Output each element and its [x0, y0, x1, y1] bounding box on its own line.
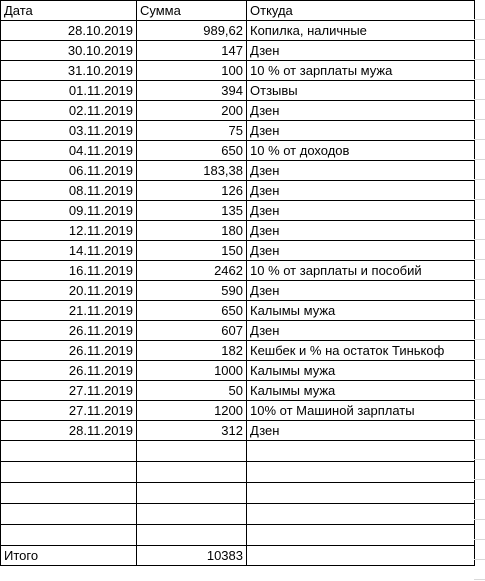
source-cell[interactable]: Калымы мужа — [247, 361, 475, 381]
date-cell[interactable]: 27.11.2019 — [1, 401, 137, 421]
gridline — [474, 379, 485, 380]
table-row — [1, 121, 475, 141]
date-cell[interactable]: 20.11.2019 — [1, 281, 137, 301]
amount-cell[interactable]: 126 — [137, 181, 247, 201]
gridline — [474, 499, 485, 500]
gridline — [474, 159, 485, 160]
gridline — [474, 119, 485, 120]
gridline — [474, 399, 485, 400]
total-label-cell[interactable]: Итого — [1, 546, 137, 566]
source-cell[interactable]: Калымы мужа — [247, 381, 475, 401]
table-row — [1, 161, 475, 181]
gridline — [474, 419, 485, 420]
table-row — [1, 181, 475, 201]
amount-cell[interactable]: 200 — [137, 101, 247, 121]
table-row — [1, 241, 475, 261]
gridline — [474, 79, 485, 80]
amount-cell[interactable]: 312 — [137, 421, 247, 441]
source-cell[interactable]: Дзен — [247, 101, 475, 121]
date-cell[interactable]: 27.11.2019 — [1, 381, 137, 401]
gridline — [474, 239, 485, 240]
amount-cell[interactable]: 650 — [137, 301, 247, 321]
grid-edge — [474, 0, 485, 581]
table-row — [1, 41, 475, 61]
source-cell[interactable]: Кешбек и % на остаток Тинькоф — [247, 341, 475, 361]
source-cell[interactable]: Отзывы — [247, 81, 475, 101]
source-cell[interactable]: Дзен — [247, 201, 475, 221]
gridline — [474, 279, 485, 280]
empty-row — [1, 441, 475, 462]
empty-row — [1, 483, 475, 504]
empty-row — [1, 525, 475, 546]
source-cell[interactable]: Дзен — [247, 161, 475, 181]
gridline — [474, 319, 485, 320]
amount-cell[interactable]: 135 — [137, 201, 247, 221]
gridline — [474, 299, 485, 300]
date-cell[interactable]: 06.11.2019 — [1, 161, 137, 181]
table-row — [1, 421, 475, 441]
empty-row — [1, 504, 475, 525]
amount-cell[interactable]: 180 — [137, 221, 247, 241]
date-cell[interactable]: 26.11.2019 — [1, 361, 137, 381]
amount-cell[interactable]: 150 — [137, 241, 247, 261]
source-cell[interactable]: Дзен — [247, 41, 475, 61]
source-cell[interactable]: Калымы мужа — [247, 301, 475, 321]
table-row — [1, 101, 475, 121]
header-row — [1, 1, 475, 21]
gridline — [474, 539, 485, 540]
gridline — [474, 579, 485, 580]
date-cell[interactable]: 14.11.2019 — [1, 241, 137, 261]
gridline — [474, 199, 485, 200]
amount-cell[interactable]: 1200 — [137, 401, 247, 421]
empty-cell[interactable] — [1, 504, 137, 525]
date-cell[interactable]: 09.11.2019 — [1, 201, 137, 221]
amount-cell[interactable]: 989,62 — [137, 21, 247, 41]
source-cell[interactable]: 10 % от доходов — [247, 141, 475, 161]
amount-cell[interactable]: 50 — [137, 381, 247, 401]
table-row — [1, 141, 475, 161]
table-row — [1, 321, 475, 341]
total-row — [1, 546, 475, 566]
date-cell[interactable]: 16.11.2019 — [1, 261, 137, 281]
empty-cell[interactable] — [1, 441, 137, 462]
gridline — [474, 559, 485, 560]
table-row — [1, 281, 475, 301]
total-amount-cell[interactable]: 10383 — [137, 546, 247, 566]
amount-cell[interactable]: 650 — [137, 141, 247, 161]
date-cell[interactable]: 28.11.2019 — [1, 421, 137, 441]
table-row — [1, 201, 475, 221]
empty-cell[interactable] — [247, 441, 475, 462]
gridline — [474, 99, 485, 100]
source-cell[interactable]: Дзен — [247, 221, 475, 241]
date-cell[interactable]: 04.11.2019 — [1, 141, 137, 161]
source-cell[interactable]: Копилка, наличные — [247, 21, 475, 41]
table-row — [1, 61, 475, 81]
date-cell[interactable]: 08.11.2019 — [1, 181, 137, 201]
date-cell[interactable]: 01.11.2019 — [1, 81, 137, 101]
amount-cell[interactable]: 75 — [137, 121, 247, 141]
empty-cell[interactable] — [247, 546, 475, 566]
empty-cell[interactable] — [137, 441, 247, 462]
table-row — [1, 341, 475, 361]
table-row — [1, 261, 475, 281]
date-cell[interactable]: 26.11.2019 — [1, 321, 137, 341]
gridline — [474, 219, 485, 220]
gridline — [474, 359, 485, 360]
table-row — [1, 81, 475, 101]
gridline — [474, 439, 485, 440]
empty-cell[interactable] — [247, 483, 475, 504]
empty-cell[interactable] — [137, 483, 247, 504]
empty-row — [1, 462, 475, 483]
gridline — [474, 519, 485, 520]
table-row — [1, 301, 475, 321]
source-cell[interactable]: Дзен — [247, 181, 475, 201]
table-row — [1, 401, 475, 421]
header-date-cell[interactable]: Дата — [1, 1, 137, 21]
amount-cell[interactable]: 182 — [137, 341, 247, 361]
date-cell[interactable]: 31.10.2019 — [1, 61, 137, 81]
amount-cell[interactable]: 590 — [137, 281, 247, 301]
empty-cell[interactable] — [137, 525, 247, 546]
date-cell[interactable]: 30.10.2019 — [1, 41, 137, 61]
empty-cell[interactable] — [247, 462, 475, 483]
gridline — [474, 259, 485, 260]
source-cell[interactable]: Дзен — [247, 241, 475, 261]
amount-cell[interactable]: 1000 — [137, 361, 247, 381]
gridline — [474, 39, 485, 40]
date-cell[interactable]: 28.10.2019 — [1, 21, 137, 41]
date-cell[interactable]: 26.11.2019 — [1, 341, 137, 361]
empty-cell[interactable] — [247, 504, 475, 525]
gridline — [474, 339, 485, 340]
date-cell[interactable]: 02.11.2019 — [1, 101, 137, 121]
gridline — [474, 459, 485, 460]
amount-cell[interactable]: 147 — [137, 41, 247, 61]
gridline — [474, 19, 485, 20]
empty-cell[interactable] — [247, 525, 475, 546]
source-cell[interactable]: Дзен — [247, 121, 475, 141]
date-cell[interactable]: 21.11.2019 — [1, 301, 137, 321]
date-cell[interactable]: 03.11.2019 — [1, 121, 137, 141]
source-cell[interactable]: Дзен — [247, 421, 475, 441]
gridline — [474, 179, 485, 180]
gridline — [474, 479, 485, 480]
amount-cell[interactable]: 183,38 — [137, 161, 247, 181]
table-row — [1, 221, 475, 241]
source-cell[interactable]: Дзен — [247, 321, 475, 341]
empty-cell[interactable] — [1, 483, 137, 504]
amount-cell[interactable]: 100 — [137, 61, 247, 81]
header-amount-cell[interactable]: Сумма — [137, 1, 247, 21]
date-cell[interactable]: 12.11.2019 — [1, 221, 137, 241]
table-row — [1, 381, 475, 401]
source-cell[interactable]: 10 % от зарплаты и пособий — [247, 261, 475, 281]
empty-cell[interactable] — [137, 504, 247, 525]
table-row — [1, 21, 475, 41]
header-source-cell[interactable]: Откуда — [247, 1, 475, 21]
source-cell[interactable]: Дзен — [247, 281, 475, 301]
amount-cell[interactable]: 394 — [137, 81, 247, 101]
empty-cell[interactable] — [1, 462, 137, 483]
gridline — [474, 139, 485, 140]
empty-cell[interactable] — [137, 462, 247, 483]
amount-cell[interactable]: 607 — [137, 321, 247, 341]
amount-cell[interactable]: 2462 — [137, 261, 247, 281]
source-cell[interactable]: 10% от Машиной зарплаты — [247, 401, 475, 421]
source-cell[interactable]: 10 % от зарплаты мужа — [247, 61, 475, 81]
table-row — [1, 361, 475, 381]
empty-cell[interactable] — [1, 525, 137, 546]
gridline — [474, 59, 485, 60]
